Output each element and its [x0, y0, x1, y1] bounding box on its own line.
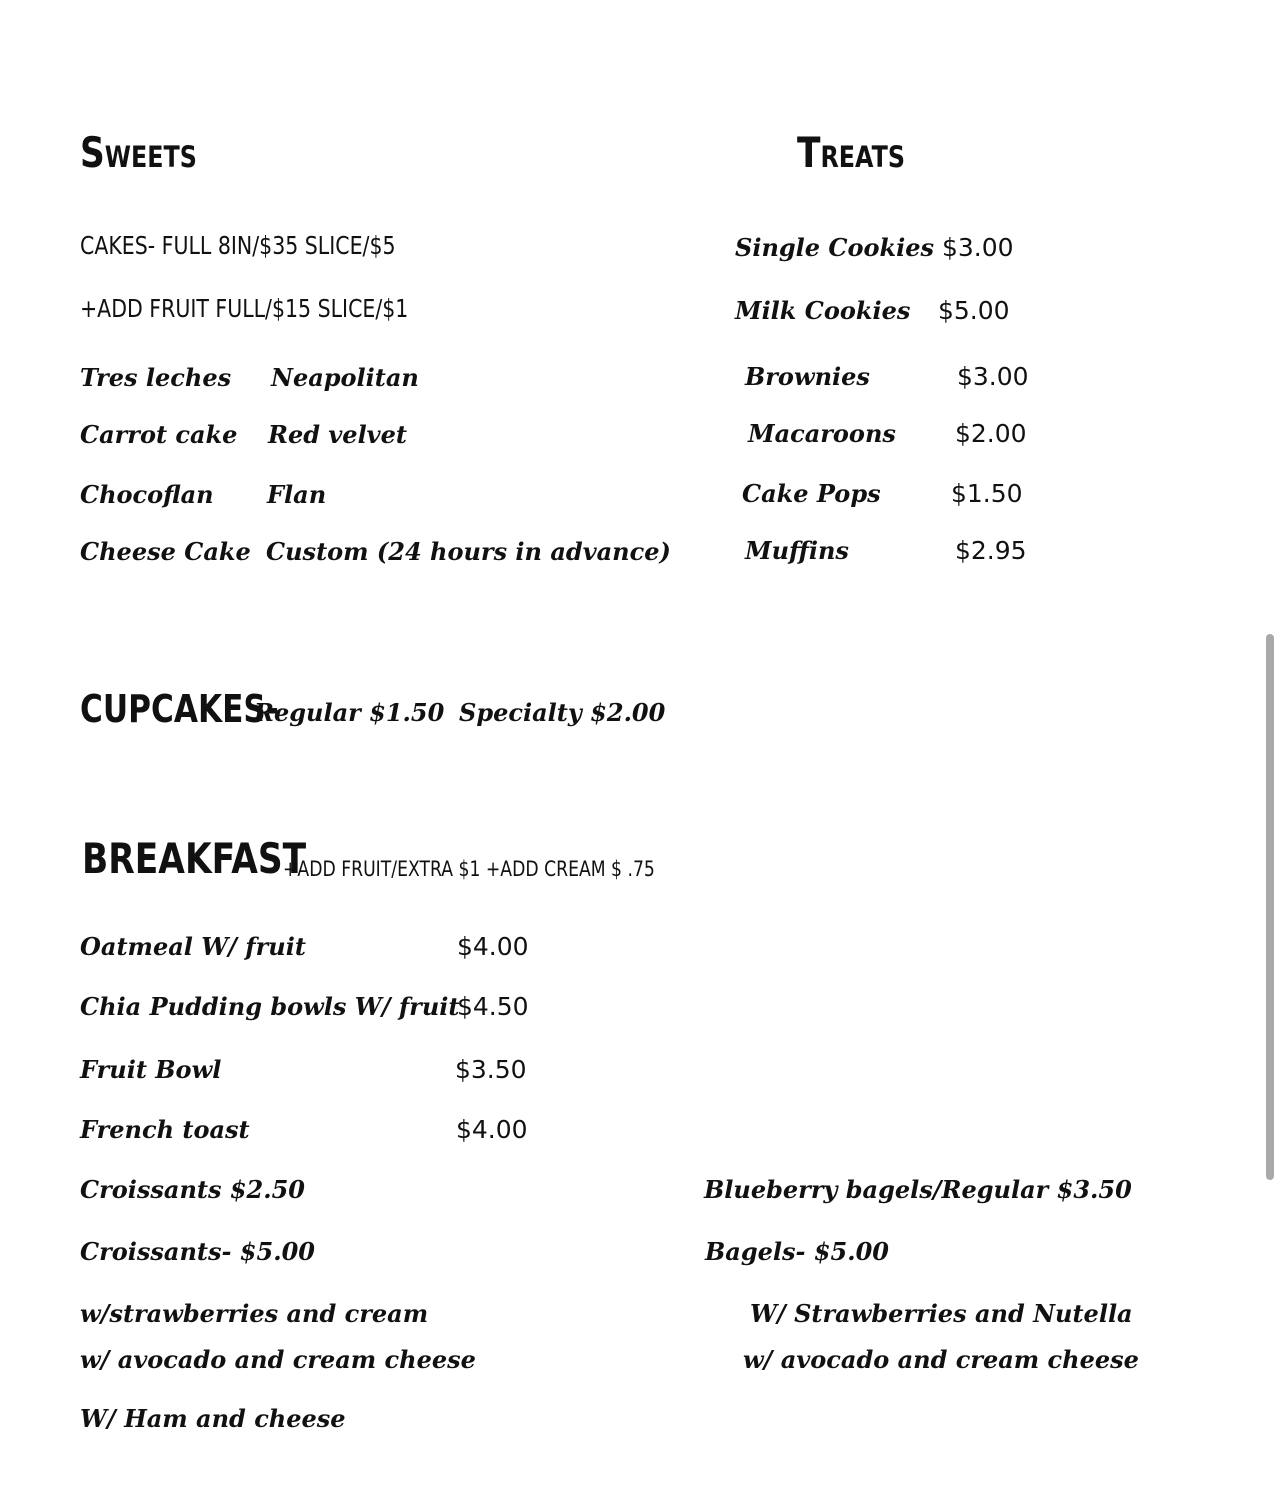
treat-name: Macaroons	[748, 419, 896, 448]
croissant-option: w/ avocado and cream cheese	[80, 1345, 476, 1374]
cake-flavor: Neapolitan	[271, 363, 419, 392]
bagels-plain: Blueberry bagels/Regular $3.50	[704, 1175, 1132, 1204]
cupcake-regular-price: Regular $1.50	[254, 698, 445, 727]
treat-price: $3.00	[942, 233, 1014, 262]
add-fruit-price-line: +ADD FRUIT FULL/$15 SLICE/$1	[80, 294, 409, 323]
treat-name: Muffins	[745, 536, 849, 565]
treat-price: $1.50	[951, 479, 1023, 508]
sweets-heading: Sweets	[80, 128, 197, 177]
cake-flavor: Red velvet	[268, 420, 407, 449]
breakfast-item-name: French toast	[80, 1115, 250, 1144]
treat-name: Single Cookies	[735, 233, 935, 262]
treat-price: $5.00	[938, 296, 1010, 325]
breakfast-addons: +ADD FRUIT/EXTRA $1 +ADD CREAM $ .75	[283, 857, 655, 881]
cupcakes-heading: CUPCAKES-	[80, 687, 279, 731]
breakfast-item-name: Oatmeal W/ fruit	[80, 932, 306, 961]
cake-flavor: Carrot cake	[80, 420, 238, 449]
croissants-filled: Croissants- $5.00	[80, 1237, 315, 1266]
cupcake-specialty-price: Specialty $2.00	[459, 698, 666, 727]
treat-price: $3.00	[957, 362, 1029, 391]
cake-flavor: Custom (24 hours in advance)	[266, 537, 671, 566]
cake-flavor: Flan	[267, 480, 327, 509]
croissant-option: W/ Ham and cheese	[80, 1404, 346, 1433]
breakfast-item-name: Fruit Bowl	[80, 1055, 222, 1084]
scrollbar-thumb[interactable]	[1266, 634, 1274, 1180]
bagel-option: w/ avocado and cream cheese	[743, 1345, 1139, 1374]
treats-heading: Treats	[797, 128, 905, 177]
treat-price: $2.95	[955, 536, 1027, 565]
breakfast-item-price: $4.50	[457, 992, 529, 1021]
croissant-option: w/strawberries and cream	[80, 1299, 429, 1328]
cakes-price-line: CAKES- FULL 8IN/$35 SLICE/$5	[80, 231, 396, 260]
breakfast-item-name: Chia Pudding bowls W/ fruit	[80, 992, 460, 1021]
treat-name: Milk Cookies	[735, 296, 911, 325]
breakfast-item-price: $4.00	[457, 932, 529, 961]
bagel-option: W/ Strawberries and Nutella	[750, 1299, 1133, 1328]
bagels-filled: Bagels- $5.00	[705, 1237, 889, 1266]
breakfast-item-price: $4.00	[456, 1115, 528, 1144]
cake-flavor: Chocoflan	[80, 480, 214, 509]
croissants-plain: Croissants $2.50	[80, 1175, 305, 1204]
cake-flavor: Tres leches	[80, 363, 232, 392]
breakfast-item-price: $3.50	[455, 1055, 527, 1084]
breakfast-heading: BREAKFAST	[82, 834, 307, 883]
treat-name: Brownies	[745, 362, 870, 391]
treat-price: $2.00	[955, 419, 1027, 448]
cake-flavor: Cheese Cake	[80, 537, 251, 566]
treat-name: Cake Pops	[742, 479, 881, 508]
